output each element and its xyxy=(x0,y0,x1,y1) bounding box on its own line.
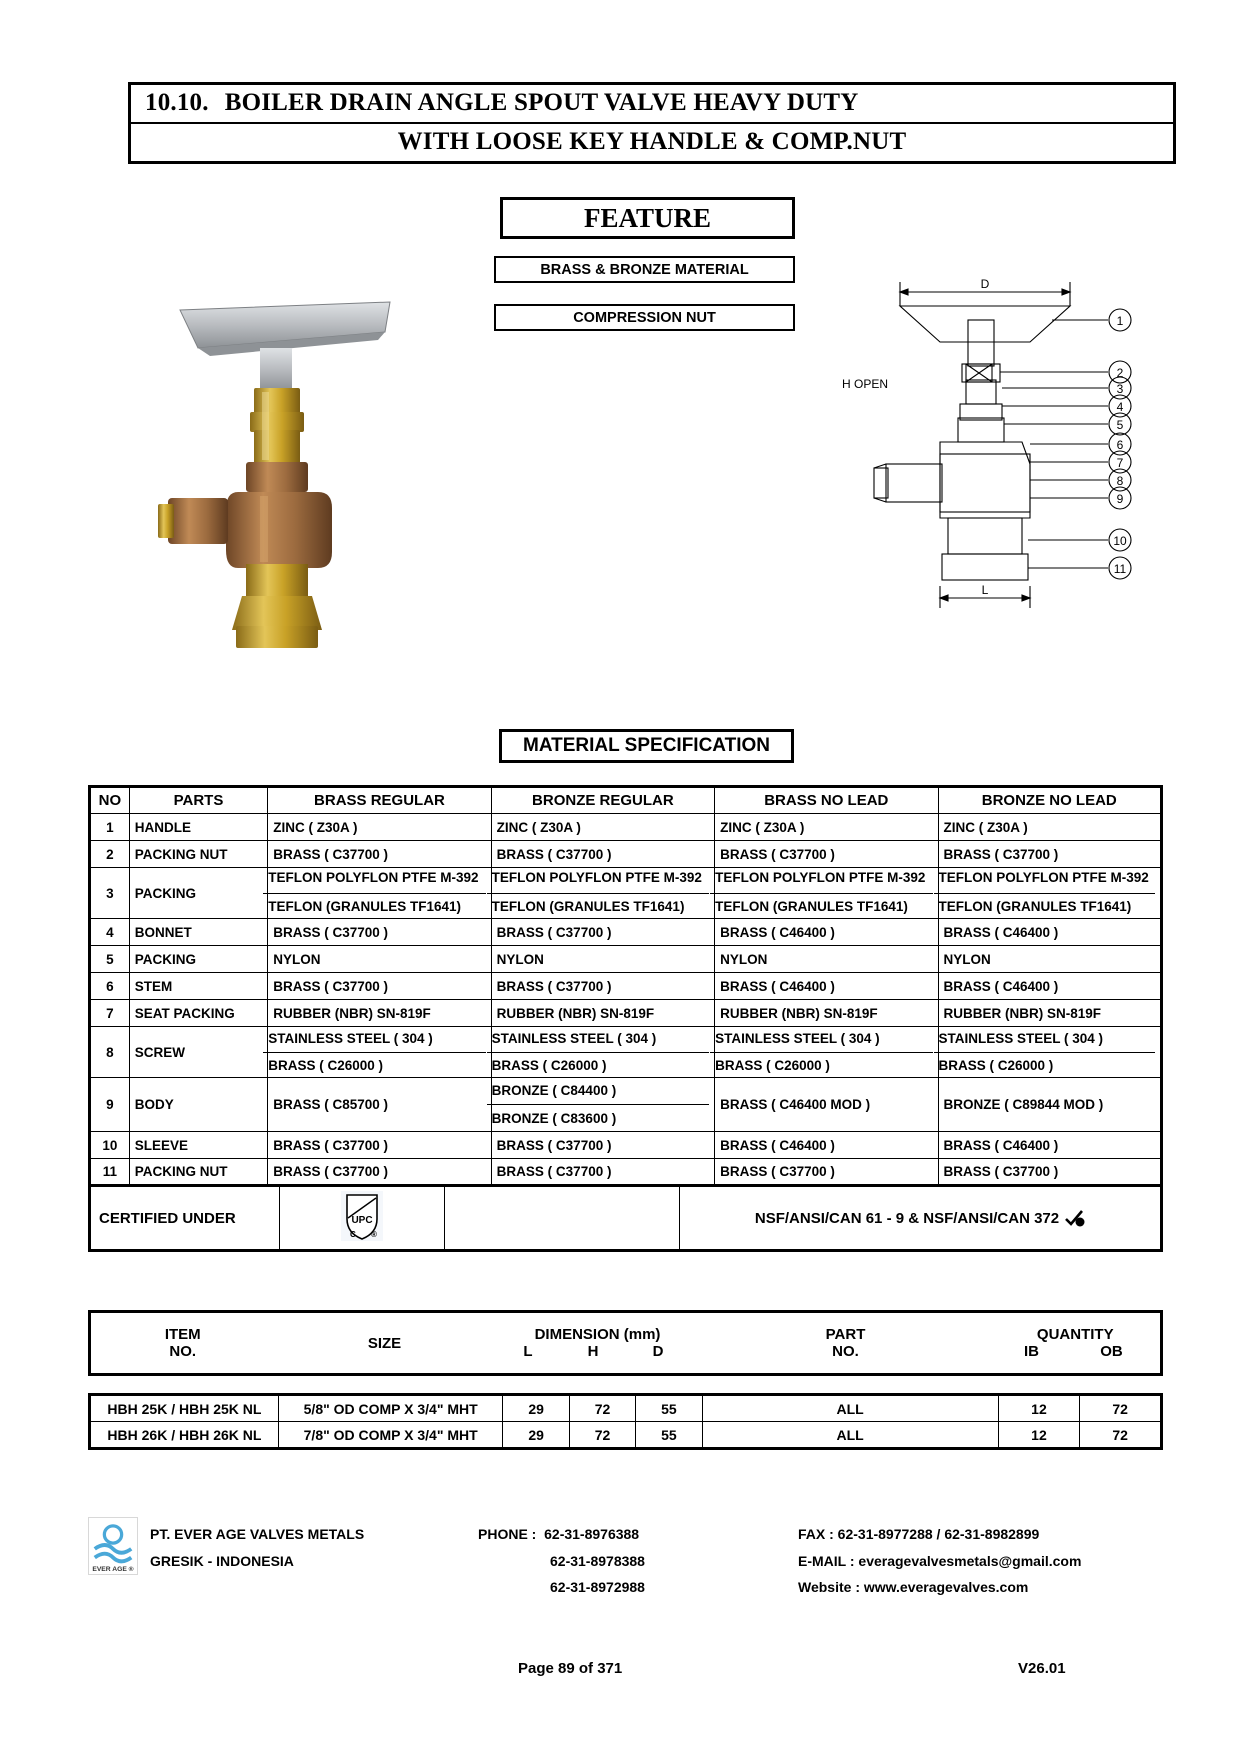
dimension-table-body xyxy=(88,1393,1163,1450)
cell-value: STAINLESS STEEL ( 304 ) xyxy=(710,1025,932,1052)
cell-bronze-regular xyxy=(491,868,714,919)
table-row xyxy=(90,1027,1162,1078)
table-row xyxy=(90,1159,1162,1186)
company-name: PT. EVER AGE VALVES METALS xyxy=(150,1526,365,1542)
material-specification-table xyxy=(88,785,1163,1187)
cell-bronze-regular: BRASS ( C37700 ) xyxy=(491,1159,714,1186)
dim-header-part xyxy=(701,1312,991,1375)
cell-brass-regular: BRASS ( C37700 ) xyxy=(268,841,491,868)
table-row xyxy=(90,841,1162,868)
upc-shield-icon xyxy=(335,1189,389,1243)
cell-no: 6 xyxy=(90,973,130,1000)
dim-header-h: H xyxy=(587,1343,599,1360)
cell-brass-regular: BRASS ( C37700 ) xyxy=(268,1132,491,1159)
cell-no: 1 xyxy=(90,814,130,841)
technical-drawing xyxy=(790,268,1190,668)
cell-bronze-no-lead: BRONZE ( C89844 MOD ) xyxy=(938,1078,1161,1132)
cell-part-name: PACKING NUT xyxy=(129,1159,268,1186)
header-no: NO xyxy=(90,787,130,814)
cell-brass-regular xyxy=(268,1027,491,1078)
cell-h: 72 xyxy=(569,1395,635,1422)
svg-text:6: 6 xyxy=(1116,438,1124,452)
dim-header-l: L xyxy=(523,1343,533,1360)
svg-text:C: C xyxy=(350,1230,356,1239)
cell-value: BRASS ( C26000 ) xyxy=(715,1058,830,1074)
certified-standards-cell xyxy=(680,1186,1162,1251)
page-title-line-1 xyxy=(131,85,1173,124)
svg-text:3: 3 xyxy=(1116,382,1124,396)
cell-l: 29 xyxy=(503,1422,569,1449)
cell-item: HBH 25K / HBH 25K NL xyxy=(90,1395,279,1422)
page-title-main: BOILER DRAIN ANGLE SPOUT VALVE HEAVY DUTY xyxy=(224,89,859,116)
svg-text:5: 5 xyxy=(1116,418,1124,432)
cell-bronze-no-lead: NYLON xyxy=(938,946,1161,973)
page-title-line-2: WITH LOOSE KEY HANDLE & COMP.NUT xyxy=(397,128,907,155)
svg-text:10: 10 xyxy=(1113,534,1127,548)
cell-d: 55 xyxy=(636,1422,702,1449)
dim-header-part-bottom: NO. xyxy=(832,1343,859,1360)
certified-blank-cell xyxy=(445,1186,680,1251)
company-location: GRESIK - INDONESIA xyxy=(150,1552,294,1569)
header-bronze-no-lead: BRONZE NO LEAD xyxy=(938,787,1161,814)
cell-size: 7/8" OD COMP X 3/4" MHT xyxy=(278,1422,503,1449)
cell-bronze-regular: NYLON xyxy=(491,946,714,973)
dim-header-dimension-label: DIMENSION (mm) xyxy=(534,1326,661,1343)
certified-standards: NSF/ANSI/CAN 61 - 9 & NSF/ANSI/CAN 372 xyxy=(754,1209,1060,1227)
svg-text:2: 2 xyxy=(1116,366,1124,380)
table-row xyxy=(90,868,1162,919)
cell-brass-no-lead xyxy=(715,1027,938,1078)
cell-part-name: PACKING xyxy=(129,946,268,973)
cell-brass-no-lead: BRASS ( C37700 ) xyxy=(715,1159,938,1186)
cell-brass-no-lead: BRASS ( C46400 ) xyxy=(715,919,938,946)
cell-brass-no-lead: RUBBER (NBR) SN-819F xyxy=(715,1000,938,1027)
upc-logo-cell xyxy=(280,1186,445,1251)
svg-text:11: 11 xyxy=(1113,562,1127,576)
table-row xyxy=(90,946,1162,973)
cell-value: STAINLESS STEEL ( 304 ) xyxy=(487,1025,709,1052)
cell-brass-regular: BRASS ( C85700 ) xyxy=(268,1078,491,1132)
cell-ob: 72 xyxy=(1080,1422,1162,1449)
cell-bronze-no-lead xyxy=(938,868,1161,919)
cell-brass-no-lead: BRASS ( C37700 ) xyxy=(715,841,938,868)
fax-label: FAX : xyxy=(798,1526,834,1542)
cell-part-name: STEM xyxy=(129,973,268,1000)
table-row xyxy=(90,1000,1162,1027)
header-parts: PARTS xyxy=(129,787,268,814)
cell-value: STAINLESS STEEL ( 304 ) xyxy=(934,1025,1155,1052)
cell-value: BRASS ( C26000 ) xyxy=(268,1058,384,1074)
website-address: www.everagevalves.com xyxy=(863,1579,1029,1596)
cell-no: 5 xyxy=(90,946,130,973)
cell-bronze-regular: BRASS ( C37700 ) xyxy=(491,973,714,1000)
cell-part-name: PACKING NUT xyxy=(129,841,268,868)
table-row xyxy=(90,814,1162,841)
svg-text:9: 9 xyxy=(1116,492,1124,506)
header-brass-regular: BRASS REGULAR xyxy=(268,787,491,814)
company-logo-caption: EVER AGE ® xyxy=(92,1565,134,1573)
dim-header-item-bottom: NO. xyxy=(169,1343,197,1360)
svg-text:L: L xyxy=(981,583,989,597)
dim-header-dimension xyxy=(495,1312,701,1375)
svg-text:D: D xyxy=(980,277,990,291)
page-title-block xyxy=(128,82,1176,164)
svg-text:7: 7 xyxy=(1116,456,1124,470)
cell-no: 4 xyxy=(90,919,130,946)
cell-brass-no-lead: ZINC ( Z30A ) xyxy=(715,814,938,841)
cell-no: 3 xyxy=(90,868,130,919)
cell-bronze-regular xyxy=(491,1078,714,1132)
cell-bronze-regular: RUBBER (NBR) SN-819F xyxy=(491,1000,714,1027)
dim-header-ob: OB xyxy=(1100,1343,1123,1360)
cell-brass-regular: ZINC ( Z30A ) xyxy=(268,814,491,841)
dim-header-quantity-label: QUANTITY xyxy=(1036,1326,1114,1343)
cell-part-name: SCREW xyxy=(129,1027,268,1078)
certified-under-table xyxy=(88,1184,1163,1252)
certified-label: CERTIFIED UNDER xyxy=(90,1186,280,1251)
dim-header-item xyxy=(90,1312,275,1375)
cell-brass-no-lead: BRASS ( C46400 ) xyxy=(715,973,938,1000)
cell-brass-no-lead: BRASS ( C46400 ) xyxy=(715,1132,938,1159)
phone-3: 62-31-8972988 xyxy=(550,1579,645,1596)
cell-value: BRONZE ( C83600 ) xyxy=(491,1110,617,1126)
table-row xyxy=(90,1132,1162,1159)
page-number: Page 89 of 371 xyxy=(518,1660,623,1677)
cell-part: ALL xyxy=(702,1422,998,1449)
cell-part: ALL xyxy=(702,1395,998,1422)
cell-value: STAINLESS STEEL ( 304 ) xyxy=(263,1025,485,1052)
svg-text:®: ® xyxy=(371,1230,377,1239)
table-row xyxy=(90,973,1162,1000)
cell-brass-regular xyxy=(268,868,491,919)
document-version: V26.01 xyxy=(1018,1660,1066,1677)
table-row xyxy=(90,1078,1162,1132)
check-badge-icon xyxy=(1063,1208,1085,1228)
cell-bronze-regular xyxy=(491,1027,714,1078)
website-label: Website : xyxy=(798,1579,860,1596)
dim-header-d: D xyxy=(652,1343,664,1360)
phone-label: PHONE : xyxy=(478,1526,537,1542)
cell-ob: 72 xyxy=(1080,1395,1162,1422)
cell-bronze-no-lead: BRASS ( C46400 ) xyxy=(938,919,1161,946)
section-number: 10.10. xyxy=(145,89,209,116)
cell-part-name: SLEEVE xyxy=(129,1132,268,1159)
feature-heading: FEATURE xyxy=(500,197,795,239)
cell-value: TEFLON (GRANULES TF1641) xyxy=(938,899,1132,915)
cell-value: TEFLON (GRANULES TF1641) xyxy=(715,899,908,915)
cell-bronze-no-lead: BRASS ( C37700 ) xyxy=(938,1159,1161,1186)
cell-brass-no-lead xyxy=(715,868,938,919)
cell-value: BRONZE ( C84400 ) xyxy=(487,1078,709,1105)
cell-no: 2 xyxy=(90,841,130,868)
svg-text:4: 4 xyxy=(1116,400,1124,414)
dim-header-quantity xyxy=(991,1312,1162,1375)
cell-no: 7 xyxy=(90,1000,130,1027)
cell-bronze-regular: BRASS ( C37700 ) xyxy=(491,841,714,868)
table-header-row xyxy=(90,787,1162,814)
cell-value: TEFLON POLYFLON PTFE M-392 xyxy=(487,866,709,893)
svg-text:8: 8 xyxy=(1116,474,1124,488)
cell-bronze-no-lead xyxy=(938,1027,1161,1078)
cell-brass-regular: BRASS ( C37700 ) xyxy=(268,973,491,1000)
cell-part-name: BODY xyxy=(129,1078,268,1132)
cell-bronze-no-lead: RUBBER (NBR) SN-819F xyxy=(938,1000,1161,1027)
table-row xyxy=(90,1395,1162,1422)
cell-h: 72 xyxy=(569,1422,635,1449)
cell-ib: 12 xyxy=(998,1422,1080,1449)
cell-part-name: HANDLE xyxy=(129,814,268,841)
email-label: E-MAIL : xyxy=(798,1552,855,1569)
dim-header-size: SIZE xyxy=(367,1334,402,1352)
cell-bronze-regular: BRASS ( C37700 ) xyxy=(491,919,714,946)
company-logo xyxy=(88,1517,138,1575)
cell-ib: 12 xyxy=(998,1395,1080,1422)
cell-no: 9 xyxy=(90,1078,130,1132)
cell-d: 55 xyxy=(636,1395,702,1422)
cell-bronze-no-lead: ZINC ( Z30A ) xyxy=(938,814,1161,841)
cell-bronze-regular: BRASS ( C37700 ) xyxy=(491,1132,714,1159)
dimension-table-header xyxy=(88,1310,1163,1376)
fax-number: 62-31-8977288 / 62-31-8982899 xyxy=(837,1526,1040,1542)
cell-brass-regular: NYLON xyxy=(268,946,491,973)
cell-bronze-no-lead: BRASS ( C37700 ) xyxy=(938,841,1161,868)
cell-part-name: BONNET xyxy=(129,919,268,946)
cell-value: BRASS ( C26000 ) xyxy=(938,1058,1054,1074)
cell-value: TEFLON POLYFLON PTFE M-392 xyxy=(263,866,485,893)
dim-header-item-top: ITEM xyxy=(164,1326,201,1343)
cell-part-name: SEAT PACKING xyxy=(129,1000,268,1027)
feature-item-material: BRASS & BRONZE MATERIAL xyxy=(494,256,795,283)
cell-brass-no-lead: NYLON xyxy=(715,946,938,973)
cell-item: HBH 26K / HBH 26K NL xyxy=(90,1422,279,1449)
cell-bronze-regular: ZINC ( Z30A ) xyxy=(491,814,714,841)
cell-no: 10 xyxy=(90,1132,130,1159)
material-spec-heading: MATERIAL SPECIFICATION xyxy=(499,729,794,763)
cell-no: 8 xyxy=(90,1027,130,1078)
svg-text:H OPEN: H OPEN xyxy=(842,377,889,391)
cell-part-name: PACKING xyxy=(129,868,268,919)
certified-row xyxy=(90,1186,1162,1251)
dim-header-part-top: PART xyxy=(825,1326,866,1343)
cell-value: TEFLON POLYFLON PTFE M-392 xyxy=(934,866,1155,893)
header-brass-no-lead: BRASS NO LEAD xyxy=(715,787,938,814)
cell-bronze-no-lead: BRASS ( C46400 ) xyxy=(938,1132,1161,1159)
cell-bronze-no-lead: BRASS ( C46400 ) xyxy=(938,973,1161,1000)
table-row xyxy=(90,919,1162,946)
cell-size: 5/8" OD COMP X 3/4" MHT xyxy=(278,1395,503,1422)
cell-value: TEFLON POLYFLON PTFE M-392 xyxy=(710,866,932,893)
phone-1: 62-31-8976388 xyxy=(544,1526,640,1542)
cell-no: 11 xyxy=(90,1159,130,1186)
cell-value: TEFLON (GRANULES TF1641) xyxy=(268,899,462,915)
cell-l: 29 xyxy=(503,1395,569,1422)
header-bronze-regular: BRONZE REGULAR xyxy=(491,787,714,814)
phone-2: 62-31-8978388 xyxy=(550,1552,645,1569)
cell-value: BRASS ( C26000 ) xyxy=(491,1058,607,1074)
svg-text:1: 1 xyxy=(1116,314,1124,328)
cell-brass-regular: RUBBER (NBR) SN-819F xyxy=(268,1000,491,1027)
table-row xyxy=(90,1422,1162,1449)
feature-item-nut: COMPRESSION NUT xyxy=(494,304,795,331)
svg-text:UPC: UPC xyxy=(351,1215,373,1226)
cell-brass-regular: BRASS ( C37700 ) xyxy=(268,1159,491,1186)
cell-brass-regular: BRASS ( C37700 ) xyxy=(268,919,491,946)
product-photo xyxy=(150,300,500,660)
cell-value: TEFLON (GRANULES TF1641) xyxy=(491,899,685,915)
email-address: everagevalvesmetals@gmail.com xyxy=(858,1552,1082,1569)
dim-header-ib: IB xyxy=(1024,1343,1040,1360)
cell-brass-no-lead: BRASS ( C46400 MOD ) xyxy=(715,1078,938,1132)
